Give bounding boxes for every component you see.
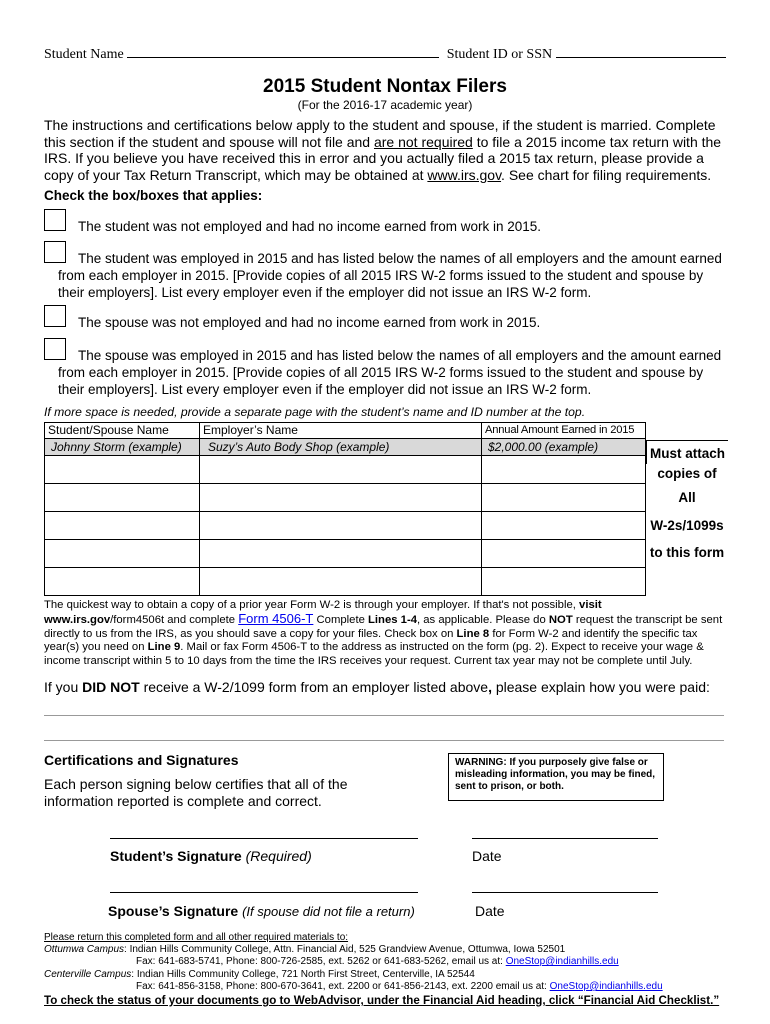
attach-note	[646, 440, 728, 567]
intro-not-required: are not required	[373, 133, 473, 150]
option-spouse-employed: The spouse was employed in 2015 and has listed below the names of all employers and the amount earned from each employer in 2015. [Provide copies of all 2015 IRS W-2 forms issued to the student and spouse by their employers]. List every employer even if the employer did not issue an IRS W-2 form.	[58, 348, 722, 397]
employer-cell[interactable]	[200, 568, 482, 596]
table-row-example	[45, 439, 646, 456]
name-cell[interactable]	[45, 484, 200, 512]
spouse-date-line[interactable]	[472, 892, 658, 893]
name-cell[interactable]	[45, 512, 200, 540]
student-date-line[interactable]	[472, 838, 658, 839]
w2-visit: visit	[579, 599, 602, 611]
w2-info	[44, 599, 730, 668]
centerville-contact	[44, 981, 734, 993]
amount-cell[interactable]	[482, 456, 646, 484]
form-4506t-link[interactable]: Form 4506-T	[238, 611, 314, 627]
amount-cell[interactable]	[482, 540, 646, 568]
centerville-label: Centerville Campus	[44, 968, 132, 980]
table-row	[45, 484, 646, 512]
w2-not: NOT	[548, 614, 573, 627]
return-note: Please return this completed form and all other required materials to:	[44, 932, 349, 943]
student-name-field[interactable]	[127, 46, 439, 58]
ottumwa-address	[44, 944, 734, 956]
attach-line-3: All	[678, 490, 696, 505]
student-id-field[interactable]	[556, 46, 726, 58]
amount-cell[interactable]	[482, 512, 646, 540]
attach-line-1: Must attach	[646, 440, 728, 464]
w2-url: www.irs.gov	[44, 614, 111, 627]
col-header-name: Student/Spouse Name	[45, 423, 200, 439]
name-cell[interactable]	[45, 568, 200, 596]
explain-text: receive a W-2/1099 form from an employer listed above	[139, 679, 489, 695]
example-amount: $2,000.00 (example)	[482, 439, 646, 456]
amount-cell[interactable]	[482, 484, 646, 512]
employer-table	[44, 422, 646, 596]
student-name-label: Student Name	[44, 47, 124, 62]
explain-comma: ,	[488, 679, 492, 695]
option-student-not-employed: The student was not employed and had no income earned from work in 2015.	[78, 219, 542, 234]
student-date-label: Date	[472, 848, 502, 864]
table-row	[45, 540, 646, 568]
irs-link[interactable]: www.irs.gov	[427, 166, 502, 183]
table-row	[45, 568, 646, 596]
employer-cell[interactable]	[200, 540, 482, 568]
ottumwa-contact	[44, 956, 734, 968]
attach-line-2: copies of	[657, 466, 717, 481]
amount-cell[interactable]	[482, 568, 646, 596]
student-signature-label	[110, 848, 312, 864]
explain-line-2[interactable]	[44, 740, 724, 741]
student-id-label: Student ID or SSN	[446, 47, 553, 62]
w2-line8: Line 8	[456, 627, 490, 640]
explain-line-1[interactable]	[44, 715, 724, 716]
intro-text-2: to file a 2015 income tax return with the IRS. If you believe you have received this in error and you actually filed a 2015 tax return, please provide a copy of your Tax Return Transcript, which may be obtained at	[44, 133, 722, 183]
attach-line-4: W-2s/1099s	[650, 517, 724, 533]
ottumwa-email-link[interactable]: OneStop@indianhills.edu	[505, 956, 619, 968]
w2-text: , as applicable. Please do	[417, 614, 549, 627]
intro-text-1: The instructions and certifications below apply to the student and spouse, if the student is married. Complete this section if the student and spouse will not file and	[44, 117, 716, 150]
warning-box: WARNING: If you purposely give false or misleading information, you may be fined, sent to prison, or both.	[448, 753, 664, 801]
example-employer: Suzy’s Auto Body Shop (example)	[200, 439, 482, 456]
centerville-contact-text: Fax: 641-856-3158, Phone: 800-670-3641, ext. 2200 or 641-856-2143, ext. 2200 email us at:	[136, 980, 550, 992]
w2-text: for Form W-2 and identify the specific tax year(s) you need on	[44, 627, 698, 654]
w2-lines: Lines 1-4	[368, 614, 417, 627]
name-cell[interactable]	[45, 540, 200, 568]
checkbox-spouse-not-employed[interactable]	[44, 305, 66, 327]
option-student-employed: The student was employed in 2015 and has listed below the names of all employers and the amount earned from each employer in 2015. [Provide copies of all 2015 IRS W-2 forms issued to the student and spouse by their employers]. List every employer even if the employer did not issue an IRS W-2 form.	[58, 251, 722, 300]
space-note: If more space is needed, provide a separate page with the student’s name and ID number at the top.	[44, 405, 586, 419]
centerville-address	[44, 969, 734, 981]
col-header-amount: Annual Amount Earned in 2015	[482, 423, 646, 439]
w2-text: The quickest way to obtain a copy of a prior year Form W-2 is through your employer. If that's not possible,	[44, 599, 580, 611]
employer-cell[interactable]	[200, 456, 482, 484]
centerville-email-link[interactable]: OneStop@indianhills.edu	[549, 980, 663, 992]
page-title: 2015 Student Nontax Filers	[263, 76, 507, 97]
w2-text: Complete	[313, 614, 369, 627]
attach-line-5: to this form	[649, 545, 725, 560]
spouse-signature-text: Spouse’s Signature	[108, 903, 239, 919]
student-signature-line[interactable]	[110, 838, 418, 839]
explain-text: please explain how you were paid:	[491, 679, 710, 695]
spouse-signature-label	[108, 903, 415, 919]
option-spouse-not-employed: The spouse was not employed and had no income earned from work in 2015.	[78, 315, 541, 330]
explain-text: If you	[44, 679, 83, 695]
spouse-signature-note: (If spouse did not file a return)	[242, 904, 415, 919]
w2-text: . Mail or fax Form 4506-T to the address as instructed on the form (pg. 2). Expect to receive your wage & income transcript within 5 to 10 days from the time the IRS receives your request. Current tax year may not be complete until July.	[44, 641, 704, 667]
cert-heading: Certifications and Signatures	[44, 752, 239, 768]
checkbox-student-not-employed[interactable]	[44, 209, 66, 231]
explain-prompt	[44, 679, 710, 695]
centerville-addr: : Indian Hills Community College, 721 North First Street, Centerville, IA 52544	[131, 968, 475, 980]
w2-line9: Line 9	[147, 641, 181, 654]
header-row	[44, 46, 734, 63]
w2-url-rest: /form4506t and complete	[110, 614, 239, 627]
ottumwa-contact-text: Fax: 641-683-5741, Phone: 800-726-2585, ext. 5262 or 641-683-5262, email us at:	[136, 956, 506, 968]
ottumwa-label: Ottumwa Campus	[44, 944, 125, 956]
ottumwa-addr: : Indian Hills Community College, Attn. Financial Aid, 525 Grandview Avenue, Ottumwa, Iowa 52501	[124, 944, 566, 956]
student-signature-text: Student’s Signature	[110, 848, 242, 864]
spouse-date-label: Date	[475, 903, 505, 919]
cert-text: Each person signing below certifies that all of the information reported is complete and correct.	[44, 776, 348, 809]
check-heading: Check the box/boxes that applies:	[44, 188, 263, 203]
footer	[44, 932, 734, 993]
table-row	[45, 512, 646, 540]
explain-did-not: DID NOT	[82, 679, 140, 695]
student-signature-note: (Required)	[245, 848, 312, 864]
page-subtitle: (For the 2016-17 academic year)	[297, 98, 473, 112]
name-cell[interactable]	[45, 456, 200, 484]
example-name: Johnny Storm (example)	[45, 439, 200, 456]
status-note: To check the status of your documents go to WebAdvisor, under the Financial Aid heading, click “Financial Aid Checklist.”	[44, 994, 720, 1007]
employer-cell[interactable]	[200, 512, 482, 540]
intro-paragraph	[44, 117, 728, 183]
table-row	[45, 456, 646, 484]
w2-text: request the transcript be sent directly to us from the IRS, as you should save a copy for your files. Check box on	[44, 614, 723, 640]
col-header-employer: Employer’s Name	[200, 423, 482, 439]
spouse-signature-line[interactable]	[110, 892, 418, 893]
intro-text-3: . See chart for filing requirements.	[501, 166, 712, 183]
employer-cell[interactable]	[200, 484, 482, 512]
